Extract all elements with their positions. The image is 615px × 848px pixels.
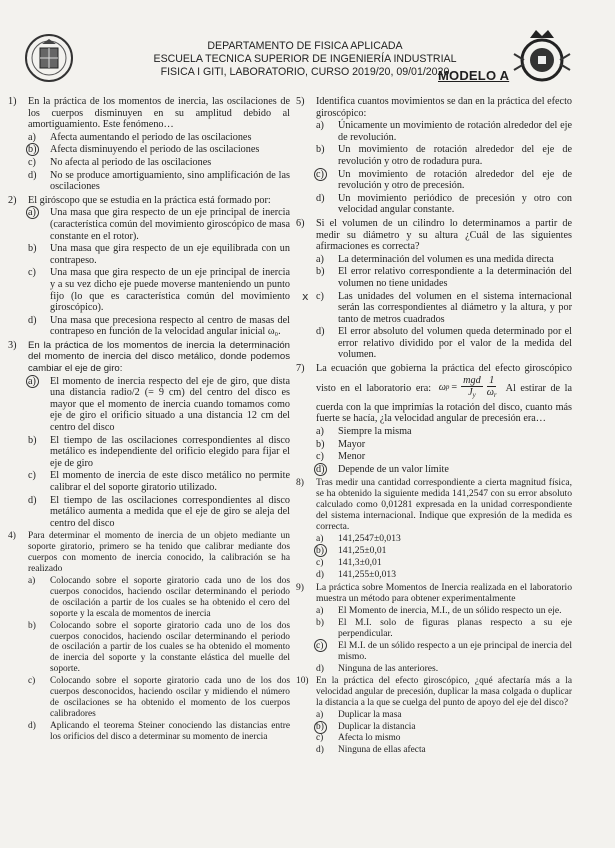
option-letter: a) [28,207,50,242]
option-text: Las unidades del volumen en el sistema internacional serán las correspondientes al diámetro y la altura, y por tanto de metros cuadrados [338,290,572,325]
eq-num2: 1 [489,374,495,386]
question-number: 1) [8,96,17,107]
option-text: Una masa que gira respecto de un eje equilibrada con un contrapeso. [50,243,290,266]
question-stem: En la práctica del efecto giroscópico, ¿qué afectaría más a la velocidad angular de precesión, duplicar la masa colgada o duplicar la distancia a la que se cuelga del punto de apoyo del eje del disco? [316,676,572,708]
option-d[interactable] [316,663,572,674]
option-a[interactable] [316,120,572,143]
eq-fraction-1 [461,375,483,402]
option-c[interactable] [28,470,290,493]
option-text: El tiempo de las oscilaciones correspondientes al disco metálico aumenta a medida que el eje de giro se aleja del centro del disco [50,494,290,529]
option-letter: d) [28,169,37,181]
option-text: El M.I. solo de figuras planas respecto a su eje perpendicular. [338,617,572,640]
option-d[interactable] [316,464,572,476]
option-b[interactable] [28,435,290,470]
option-text: Depende de un valor límite [338,463,449,475]
option-text: Un movimiento de rotación alrededor del eje de revolución y otro de precesión. [338,168,572,192]
question-number: 10) [296,676,309,687]
question-stem: Identifica cuantos movimientos se dan en la práctica del efecto giroscópico: [316,96,572,119]
question-number: 3) [8,339,17,351]
question-stem-part-b: Al estirar de la cuerda con la que imprimías la rotación del disco, cuanto más fuerte se hacía, ¿la velocidad angular de precesión era… [316,382,573,425]
question-number: 6) [296,217,305,229]
option-letter: b) [316,545,338,556]
option-letter: b) [316,438,325,450]
right-column [296,96,572,758]
option-letter: a) [316,533,324,545]
option-letter: d) [28,494,37,506]
option-letter: b) [316,144,325,156]
option-c[interactable] [28,267,290,313]
option-b[interactable] [316,545,572,556]
option-a[interactable] [316,254,572,266]
question-number: 5) [296,96,305,107]
option-letter: c) [316,169,338,192]
question-stem: Tras medir una cantidad correspondiente a cierta magnitud física, se ha obtenido la siguiente medida 141,2547 con su error absoluto calculado como 0,01281 expresada en la unidad correspondiente del sistema internacional. Indique que expresión de la medida es correcta. [316,477,572,533]
option-text: El tiempo de las oscilaciones correspondientes al disco metálico es independiente del orificio elegido para fijar el eje de giro [50,434,290,469]
option-a[interactable] [316,533,572,544]
question-stem-part-a: La ecuación que gobierna la práctica del efecto giroscópico visto en el laboratorio era: [316,363,572,394]
option-letter: c) [316,733,324,744]
option-b[interactable] [316,617,572,639]
option-letter: a) [316,709,324,720]
department-title: DEPARTAMENTO DE FISICA APLICADA [207,40,403,52]
option-b[interactable] [28,144,290,156]
option-b[interactable] [316,144,572,167]
option-text: El M.I. de un sólido respecto a un eje principal de inercia del mismo. [338,640,572,663]
eq-den2-sub: r [493,391,497,400]
question-stem: La práctica sobre Momentos de Inercia realizada en el laboratorio muestra un método para obtener experimentalmente [316,582,572,605]
eq-den1-sub: y [472,391,476,400]
option-text: Aplicando el teorema Steiner conociendo las distancias entre los orificios del disco a determinar su momento de inercia [50,720,290,742]
option-c[interactable] [316,557,572,568]
precession-equation: ω p = $\frac{\text{mgd}}{J_y}$ $\frac{1}{\omega_r}$ [439,375,499,402]
option-letter: d) [316,192,325,204]
option-a[interactable] [28,207,290,242]
option-a[interactable] [28,376,290,434]
option-text: Ninguna de las anteriores. [338,663,439,675]
question-number: 2) [8,194,17,206]
option-letter: d) [316,745,324,756]
option-letter: b) [316,722,338,733]
option-text: No se produce amortiguamiento, sino amplificación de las oscilaciones [50,169,290,193]
option-letter: d) [316,663,324,675]
option-text: Duplicar la distancia [338,721,416,732]
option-text: El error absoluto del volumen queda determinado por el error relativo dividido por el valor de la medida del volumen. [338,326,572,361]
option-text: Una masa que gira respecto de un eje principal de inercia (característica común del movimiento giroscópico de masa constante en el rotor). [50,207,290,242]
option-letter: d) [28,314,37,326]
option-letter: a) [28,576,36,586]
option-letter: c) [28,470,36,482]
option-c[interactable] [28,676,290,720]
option-d[interactable] [28,315,290,338]
option-c[interactable] [316,169,572,192]
option-letter: a) [316,426,324,438]
option-c[interactable] [316,451,572,463]
option-b[interactable] [316,439,572,451]
question-number: 4) [8,531,16,542]
option-d[interactable] [28,170,290,193]
option-text: La determinación del volumen es una medida directa [338,253,554,265]
option-text: Afecta disminuyendo el periodo de las oscilaciones [50,144,260,156]
question-stem [316,363,572,425]
option-d[interactable] [316,326,572,361]
eq-den2: ω [486,387,494,399]
option-letter: c) [316,451,324,463]
option-c[interactable] [302,289,572,326]
question-stem: Si el volumen de un cilindro lo determinamos a partir de medir su diámetro y su altura ¿Cuál de las siguientes afirmaciones es correcta? [316,217,572,253]
option-b[interactable] [28,621,290,676]
option-letter: c) [28,156,36,168]
option-c[interactable] [316,733,572,744]
eq-lhs-sub: p [445,383,450,392]
option-letter: b) [28,620,36,631]
option-text: El momento de inercia respecto del eje de giro, que dista una distancia radio/2 (= 9 cm) del centro del disco es mayor que el momento de inercia cuando tomamos como eje de giro el orificio situado a una distancia 12 cm del centro del disco [50,375,290,434]
question-8 [296,477,572,580]
option-letter: c) [28,267,36,279]
option-text: Duplicar la masa [338,709,402,720]
option-letter: d) [316,569,324,581]
eq-num1: mgd [463,374,481,386]
cross-mark-icon: x [302,289,309,303]
option-c[interactable] [28,157,290,169]
option-text: Siempre la misma [338,426,412,438]
option-text: Mayor [338,438,366,450]
question-number: 9) [296,582,304,594]
option-letter: d) [28,720,36,731]
question-stem: En la práctica de los momentos de inercia la determinación del momento de inercia del disco metálico, donde podemos cambiar el eje de giro: [28,339,290,375]
school-title: ESCUELA TECNICA SUPERIOR DE INGENIERÍA INDUSTRIAL [153,53,457,65]
question-3 [8,340,290,530]
option-text: Menor [338,451,366,463]
question-5 [296,96,572,216]
option-text: Afecta lo mismo [338,733,401,744]
option-text: Ninguna de ellas afecta [338,745,426,756]
option-text: Un movimiento de rotación alrededor del eje de revolución y otro de rodadura pura. [338,144,572,167]
option-text: 141,2547±0,013 [338,533,401,545]
option-letter: c) [28,676,36,687]
option-d[interactable] [316,569,572,580]
header [0,0,615,95]
option-letter: b) [28,434,37,446]
option-letter: c) [316,290,324,302]
option-b[interactable] [28,243,290,266]
option-d[interactable] [28,495,290,530]
eq-den1: J [468,387,473,399]
question-number: 7) [296,363,305,375]
option-text: Un movimiento periódico de precesión y otro con velocidad angular constante. [338,192,572,216]
question-9 [296,582,572,674]
option-text: Colocando sobre el soporte giratorio cada uno de los dos cuerpos conocidos, haciendo oscilar determinando el periodo de oscilación a partir de los cuales se ha obtenido el momento de inercia del soporte y la constante elástica del muelle del soporte. [50,620,290,675]
option-letter: d) [316,464,338,476]
option-d[interactable] [316,745,572,756]
option-text: Una masa que precesiona respecto al centro de masas del contrapeso en función de la velocidad angular inicial ω₀. [50,314,290,338]
option-letter: a) [28,131,36,143]
eq-fraction-2 [487,375,497,402]
option-text: No afecta al periodo de las oscilaciones [50,156,212,168]
option-a[interactable] [316,710,572,721]
option-a[interactable] [316,426,572,438]
option-letter: a) [316,120,324,132]
option-letter: b) [28,144,50,156]
option-text: 141,255±0,013 [338,569,397,581]
course-line: FISICA I GITI, LABORATORIO, CURSO 2019/20, 09/01/2020 [160,66,450,78]
option-c[interactable] [316,640,572,662]
question-6 [296,218,572,361]
option-d[interactable] [316,193,572,216]
option-letter: a) [316,605,324,617]
option-letter: c) [316,557,324,569]
left-column [8,96,290,745]
option-text: Colocando sobre el soporte giratorio cada uno de los dos cuerpos desconocidos, haciendo oscilar y midiendo el número de oscilaciones se ha obtenido el momento de los cuerpos calibradores [50,676,290,719]
option-text: Únicamente un movimiento de rotación alrededor del eje de revolución. [338,120,572,143]
option-text: Afecta aumentando el periodo de las oscilaciones [50,131,252,143]
option-letter: a) [316,253,324,265]
option-text: Colocando sobre el soporte giratorio cada uno de los dos cuerpos conocidos, haciendo oscilar determinando el periodo de oscilación a partir de los cuales se ha obtenido el cero del soporte y la escala de momentos de inercia [50,576,290,619]
option-text: 141,3±0,01 [338,557,382,569]
option-letter: b) [316,266,325,278]
option-letter: a) [28,376,50,434]
question-4 [8,531,290,742]
option-b[interactable] [316,266,572,289]
option-a[interactable] [28,576,290,620]
exam-model-label: MODELO A [438,68,510,83]
question-number: 8) [296,477,304,489]
option-b[interactable] [316,722,572,733]
question-7 [296,363,572,475]
option-text: El Momento de inercia, M.I., de un sólido respecto un eje. [338,605,562,617]
option-letter: d) [316,326,325,338]
university-seal-logo [24,30,74,86]
question-10 [296,676,572,756]
option-d[interactable] [28,721,290,743]
option-a[interactable] [28,132,290,144]
school-crest-logo [510,24,574,88]
question-1 [8,96,290,193]
option-text: El momento de inercia de este disco metálico no permite calibrar el del soporte giratorio utilizado. [50,470,290,493]
option-text: El error relativo correspondiente a la determinación del volumen no tiene unidades [338,266,572,289]
question-stem: Para determinar el momento de inercia de un objeto mediante un soporte giratorio, primero se ha tenido que calibrar mediante dos cuerpos con momento de inercia conocido, la calibración se ha realizado [28,531,290,575]
option-a[interactable] [316,605,572,616]
option-letter: b) [28,243,37,255]
question-stem: El giróscopo que se estudia en la práctica está formado por: [28,194,271,206]
eq-lhs: ω [438,382,446,394]
question-stem: En la práctica de los momentos de inercia, las oscilaciones de los cuerpos disminuyen en su amplitud debido al amortiguamiento. Este fenómeno… [28,96,290,131]
option-letter: b) [316,617,324,629]
option-text: 141,25±0,01 [338,545,387,557]
option-text: Una masa que gira respecto de un eje principal de inercia y a su vez dicho eje puede moverse manteniendo un punto fijo (lo que es característica común del movimiento giroscópico). [50,267,290,314]
option-letter: c) [316,640,338,662]
question-2 [8,195,290,338]
